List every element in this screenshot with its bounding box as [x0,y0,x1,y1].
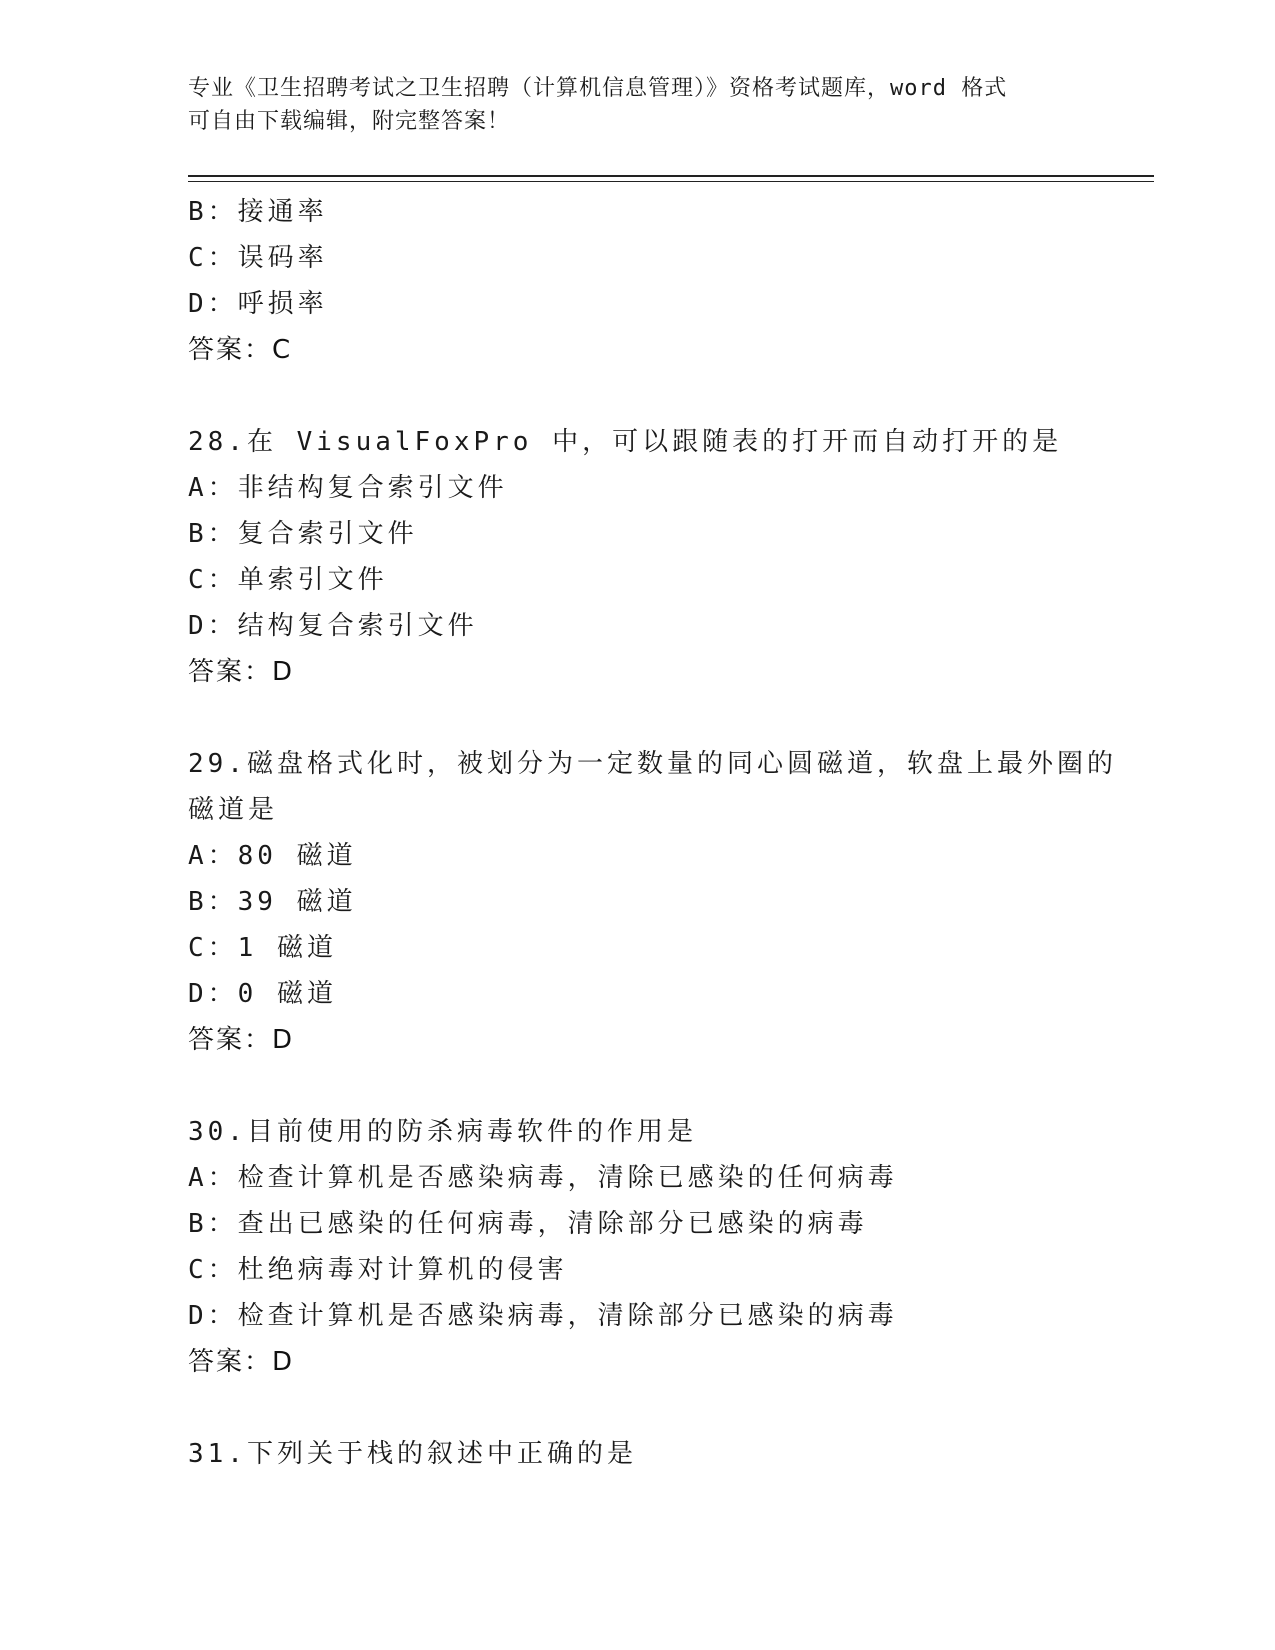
header-divider-thin [188,181,1154,182]
answer-line: 答案：D [188,1347,295,1377]
question-list [188,189,1117,1477]
option-c: C：1 磁道 [188,933,337,963]
option-d: D：结构复合索引文件 [188,611,478,641]
option-c: C：误码率 [188,243,328,273]
answer-line: 答案：D [188,1025,295,1055]
option-b: B：复合索引文件 [188,519,418,549]
question-28 [188,419,1088,695]
document-header [188,72,1088,138]
answer-line: 答案：D [188,657,295,687]
option-d: D：检查计算机是否感染病毒，清除部分已感染的病毒 [188,1301,898,1331]
header-line-2: 可自由下载编辑，附完整答案！ [188,109,511,134]
option-b: B：查出已感染的任何病毒，清除部分已感染的病毒 [188,1209,868,1239]
question-30 [188,1109,1088,1385]
option-d: D：0 磁道 [188,979,337,1009]
question-29 [188,741,1117,1063]
question-stem-line-2: 磁道是 [188,795,279,825]
option-b: B：39 磁道 [188,887,357,917]
option-a: A：检查计算机是否感染病毒，清除已感染的任何病毒 [188,1163,898,1193]
option-b: B：接通率 [188,197,328,227]
question-27-tail [188,189,1088,373]
question-stem: 28.在 VisualFoxPro 中，可以跟随表的打开而自动打开的是 [188,427,1063,457]
header-divider-thick [188,175,1154,177]
question-stem-line-1: 29.磁盘格式化时，被划分为一定数量的同心圆磁道，软盘上最外圈的 [188,749,1117,779]
question-stem: 31.下列关于栈的叙述中正确的是 [188,1439,637,1469]
option-a: A：非结构复合索引文件 [188,473,508,503]
question-31 [188,1431,1088,1477]
option-a: A：80 磁道 [188,841,357,871]
answer-line: 答案：C [188,335,293,365]
option-c: C：单索引文件 [188,565,388,595]
header-line-1: 专业《卫生招聘考试之卫生招聘（计算机信息管理）》资格考试题库，word 格式 [188,76,1008,101]
question-stem: 30.目前使用的防杀病毒软件的作用是 [188,1117,697,1147]
option-d: D：呼损率 [188,289,328,319]
option-c: C：杜绝病毒对计算机的侵害 [188,1255,568,1285]
